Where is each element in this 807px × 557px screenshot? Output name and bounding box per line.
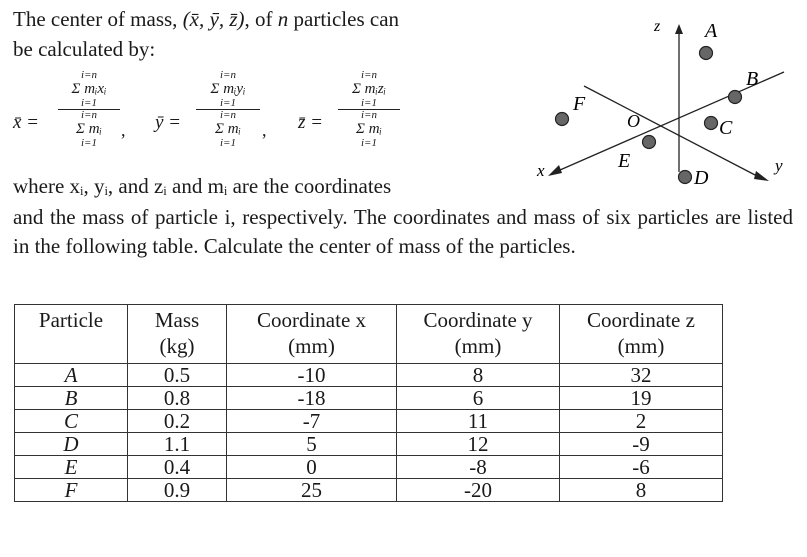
- problem-paragraph: and the mass of particle i, respectively. The coordinates and mass of six particles are listed in the following table. Calculate the center of mass of the particles.: [13, 205, 793, 258]
- header-mass: [128, 305, 227, 364]
- z-axis-arrow: [675, 24, 683, 34]
- table-row: [15, 410, 723, 433]
- z-denominator: [356, 121, 382, 137]
- header-unit: (mm): [617, 334, 665, 358]
- x-bar-lhs: x̄ =: [13, 112, 40, 133]
- header-particle: [15, 305, 128, 364]
- cell-x: -10: [227, 364, 397, 387]
- x-axis-label: x: [537, 161, 545, 180]
- particle-e-dot: [643, 136, 656, 149]
- particle-d-dot: [679, 171, 692, 184]
- cell-mass: 0.5: [128, 364, 227, 387]
- particle-a-dot: [700, 47, 713, 60]
- cell-y: 6: [397, 387, 560, 410]
- intro-end: particles can: [293, 7, 400, 31]
- table-row: [15, 364, 723, 387]
- x-num-upper-limit: i=n: [81, 69, 97, 81]
- sigma-symbol: Σ: [215, 121, 224, 137]
- sigma-symbol: Σ: [210, 81, 220, 97]
- particle-b-dot: [729, 91, 742, 104]
- y-den-lower-limit: i=1: [220, 137, 236, 149]
- table-row: [15, 456, 723, 479]
- x-axis-arrow: [548, 165, 562, 176]
- x-bar-fraction: [58, 70, 120, 149]
- z-numerator: [352, 81, 386, 97]
- cell-particle: E: [15, 456, 128, 479]
- separator-comma: ,: [121, 120, 126, 140]
- intro-suffix: , of: [244, 7, 273, 31]
- y-num-lower-limit: i=1: [220, 97, 236, 109]
- y-den-upper-limit: i=n: [220, 109, 236, 121]
- z-numerator-term: mᵢzᵢ: [364, 81, 387, 97]
- cell-mass: 0.2: [128, 410, 227, 433]
- cell-z: 19: [560, 387, 723, 410]
- sigma-symbol: Σ: [351, 81, 361, 97]
- x-den-upper-limit: i=n: [81, 109, 97, 121]
- y-num-upper-limit: i=n: [220, 69, 236, 81]
- separator-comma: ,: [262, 120, 267, 140]
- cell-particle: B: [15, 387, 128, 410]
- y-numerator-term: mᵢyᵢ: [223, 81, 246, 97]
- z-denominator-term: mᵢ: [368, 121, 382, 137]
- sigma-symbol: Σ: [356, 121, 365, 137]
- particle-f-label: F: [573, 93, 586, 115]
- z-num-lower-limit: i=1: [361, 97, 377, 109]
- cell-z: 32: [560, 364, 723, 387]
- cell-mass: 0.8: [128, 387, 227, 410]
- particle-c-label: C: [719, 117, 733, 139]
- header-coordinate-y: [397, 305, 560, 364]
- cell-z: -6: [560, 456, 723, 479]
- where-line: where xᵢ, yᵢ, and zᵢ and mᵢ are the coordinates: [13, 174, 392, 198]
- y-bar-lhs: ȳ =: [155, 112, 182, 133]
- y-bar-fraction: [196, 70, 260, 149]
- cell-z: 8: [560, 479, 723, 502]
- cell-y: -20: [397, 479, 560, 502]
- header-name: Coordinate z: [587, 308, 695, 332]
- header-coordinate-x: [227, 305, 397, 364]
- coordinate-diagram: [522, 10, 797, 195]
- z-bar-fraction: [338, 70, 400, 149]
- y-axis-label: y: [775, 156, 783, 175]
- z-num-upper-limit: i=n: [361, 69, 377, 81]
- table-row: [15, 387, 723, 410]
- table-header-row: [15, 305, 723, 364]
- particle-d-label: D: [694, 167, 709, 189]
- x-denominator-term: mᵢ: [88, 121, 102, 137]
- intro-line-1: [13, 5, 399, 34]
- z-den-lower-limit: i=1: [361, 137, 377, 149]
- cell-particle: C: [15, 410, 128, 433]
- y-denominator-term: mᵢ: [227, 121, 241, 137]
- particle-c-dot: [705, 117, 718, 130]
- header-unit: (kg): [159, 334, 195, 358]
- cell-y: 8: [397, 364, 560, 387]
- particle-table: [14, 304, 723, 502]
- x-den-lower-limit: i=1: [81, 137, 97, 149]
- header-name: Coordinate x: [256, 308, 367, 332]
- x-denominator: [76, 121, 102, 137]
- particle-b-label: B: [746, 68, 759, 90]
- cell-particle: D: [15, 433, 128, 456]
- y-numerator: [211, 81, 246, 97]
- x-numerator-term: mᵢxᵢ: [84, 81, 107, 97]
- particle-a-label: A: [705, 20, 718, 42]
- cell-x: 5: [227, 433, 397, 456]
- sigma-symbol: Σ: [76, 121, 85, 137]
- particle-e-label: E: [618, 150, 631, 172]
- cell-z: 2: [560, 410, 723, 433]
- cell-x: 0: [227, 456, 397, 479]
- header-name: Mass: [154, 308, 200, 332]
- intro-n: n: [277, 7, 289, 31]
- cell-y: 12: [397, 433, 560, 456]
- cell-mass: 0.4: [128, 456, 227, 479]
- z-den-upper-limit: i=n: [361, 109, 377, 121]
- z-axis-label: z: [654, 18, 661, 35]
- cell-z: -9: [560, 433, 723, 456]
- z-bar-lhs: z̄ =: [298, 112, 323, 133]
- y-axis-arrow: [754, 171, 769, 181]
- intro-prefix: The center of mass,: [13, 7, 178, 31]
- cell-x: 25: [227, 479, 397, 502]
- x-numerator: [72, 81, 107, 97]
- header-name: Coordinate y: [423, 308, 533, 332]
- center-of-mass-tuple: (x̄, ȳ, z̄): [182, 7, 245, 31]
- cell-y: 11: [397, 410, 560, 433]
- x-num-lower-limit: i=1: [81, 97, 97, 109]
- cell-particle: A: [15, 364, 128, 387]
- header-name: Particle: [38, 308, 104, 332]
- cell-x: -18: [227, 387, 397, 410]
- particle-f-dot: [556, 113, 569, 126]
- cell-y: -8: [397, 456, 560, 479]
- y-denominator: [215, 121, 241, 137]
- cell-particle: F: [15, 479, 128, 502]
- cell-x: -7: [227, 410, 397, 433]
- table-row: [15, 479, 723, 502]
- sigma-symbol: Σ: [71, 81, 81, 97]
- header-unit: (mm): [288, 334, 335, 358]
- table-row: [15, 433, 723, 456]
- origin-label: O: [627, 111, 640, 131]
- header-unit: (mm): [454, 334, 502, 358]
- header-coordinate-z: [560, 305, 723, 364]
- cell-mass: 0.9: [128, 479, 227, 502]
- cell-mass: 1.1: [128, 433, 227, 456]
- intro-line-2: be calculated by:: [13, 37, 156, 61]
